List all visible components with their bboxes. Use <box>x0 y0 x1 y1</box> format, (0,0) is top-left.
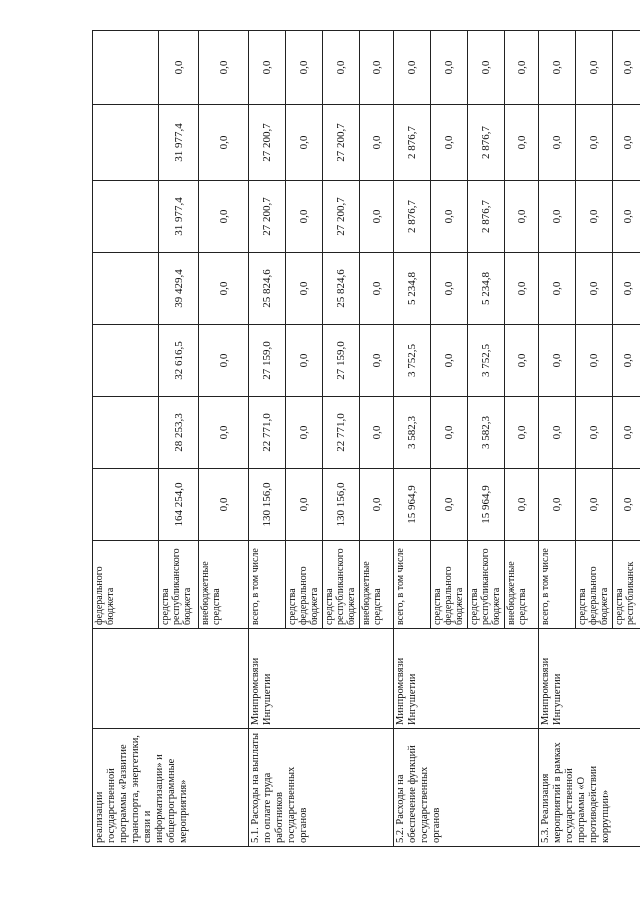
value-cell: 0,0 <box>360 469 394 541</box>
value-cell: 0,0 <box>323 31 360 105</box>
value-cell: 0,0 <box>505 31 539 105</box>
value-cell: 0,0 <box>613 253 640 325</box>
value-cell: 0,0 <box>286 253 323 325</box>
value-cell: 0,0 <box>199 469 249 541</box>
budget-table <box>92 30 640 847</box>
value-cell: 28 253,3 <box>159 397 199 469</box>
value-cell: 0,0 <box>539 253 576 325</box>
value-cell: 0,0 <box>431 397 468 469</box>
executor-cell: Минпромсвязи Ингушетии <box>249 629 394 729</box>
value-cell: 0,0 <box>576 325 613 397</box>
value-cell: 164 254,0 <box>159 469 199 541</box>
table-row <box>394 31 431 847</box>
value-cell: 0,0 <box>286 181 323 253</box>
value-cell: 0,0 <box>576 31 613 105</box>
value-cell: 25 824,6 <box>323 253 360 325</box>
funding-source-cell: средства республиканского бюджета <box>468 541 505 629</box>
value-cell: 0,0 <box>199 181 249 253</box>
funding-source-cell: внебюджетные средства <box>199 541 249 629</box>
value-cell: 130 156,0 <box>323 469 360 541</box>
funding-source-cell: средства республиканского бюджета <box>323 541 360 629</box>
value-cell: 0,0 <box>613 181 640 253</box>
value-cell: 27 200,7 <box>323 105 360 181</box>
executor-cell: Минпромсвязи Ингушетии <box>539 629 640 729</box>
funding-source-cell: средства федерального бюджета <box>431 541 468 629</box>
value-cell: 0,0 <box>539 325 576 397</box>
value-cell <box>93 325 159 397</box>
value-cell: 27 200,7 <box>249 105 286 181</box>
value-cell: 0,0 <box>360 325 394 397</box>
value-cell: 32 616,5 <box>159 325 199 397</box>
value-cell: 0,0 <box>199 31 249 105</box>
funding-source-cell: федерального бюджета <box>93 541 159 629</box>
value-cell <box>93 181 159 253</box>
value-cell: 0,0 <box>505 397 539 469</box>
value-cell: 0,0 <box>505 253 539 325</box>
value-cell: 0,0 <box>286 105 323 181</box>
executor-cell <box>93 629 249 729</box>
value-cell: 27 200,7 <box>249 181 286 253</box>
value-cell: 2 876,7 <box>394 105 431 181</box>
value-cell: 3 752,5 <box>394 325 431 397</box>
activity-name-cell: 5.3. Реализация мероприятий в рамках государственной программы «О противодействии коррупции» <box>539 729 640 847</box>
activity-name-cell: реализации государственной программы «Развитие транспорта, энергетики, связи и информатизации» и общепрограммные мероприятия» <box>93 729 249 847</box>
funding-source-cell: всего, в том числе <box>539 541 576 629</box>
value-cell: 3 752,5 <box>468 325 505 397</box>
value-cell: 5 234,8 <box>468 253 505 325</box>
funding-source-cell: всего, в том числе <box>249 541 286 629</box>
value-cell: 0,0 <box>431 253 468 325</box>
value-cell: 0,0 <box>505 469 539 541</box>
value-cell: 2 876,7 <box>468 105 505 181</box>
table-row <box>249 31 286 847</box>
value-cell: 0,0 <box>613 31 640 105</box>
value-cell: 0,0 <box>360 181 394 253</box>
funding-source-cell: средства республиканского бюджета <box>159 541 199 629</box>
funding-source-cell: средства федерального бюджета <box>286 541 323 629</box>
value-cell: 22 771,0 <box>249 397 286 469</box>
funding-source-cell: всего, в том числе <box>394 541 431 629</box>
value-cell: 0,0 <box>468 31 505 105</box>
value-cell: 0,0 <box>505 105 539 181</box>
value-cell: 0,0 <box>249 31 286 105</box>
value-cell: 0,0 <box>360 105 394 181</box>
value-cell: 0,0 <box>539 105 576 181</box>
value-cell: 25 824,6 <box>249 253 286 325</box>
value-cell: 0,0 <box>286 31 323 105</box>
value-cell: 0,0 <box>539 31 576 105</box>
value-cell: 0,0 <box>539 469 576 541</box>
value-cell: 0,0 <box>199 325 249 397</box>
value-cell: 0,0 <box>199 397 249 469</box>
activity-name-cell: 5.1. Расходы на выплаты по оплате труда работников государственных органов <box>249 729 394 847</box>
value-cell: 2 876,7 <box>468 181 505 253</box>
value-cell: 0,0 <box>394 31 431 105</box>
funding-source-cell: средства федерального бюджета <box>576 541 613 629</box>
value-cell: 0,0 <box>360 31 394 105</box>
value-cell: 0,0 <box>613 469 640 541</box>
value-cell <box>93 31 159 105</box>
value-cell: 0,0 <box>431 105 468 181</box>
value-cell: 0,0 <box>360 397 394 469</box>
value-cell: 0,0 <box>159 31 199 105</box>
value-cell: 0,0 <box>576 253 613 325</box>
funding-source-cell: внебюджетные средства <box>360 541 394 629</box>
value-cell: 22 771,0 <box>323 397 360 469</box>
value-cell: 0,0 <box>613 105 640 181</box>
value-cell: 0,0 <box>199 253 249 325</box>
funding-source-cell: средства республиканск <box>613 541 640 629</box>
value-cell: 15 964,9 <box>394 469 431 541</box>
table-row <box>539 31 576 847</box>
value-cell: 0,0 <box>505 181 539 253</box>
value-cell <box>93 397 159 469</box>
value-cell <box>93 253 159 325</box>
value-cell: 0,0 <box>613 325 640 397</box>
value-cell: 27 200,7 <box>323 181 360 253</box>
value-cell: 0,0 <box>505 325 539 397</box>
value-cell: 0,0 <box>431 325 468 397</box>
value-cell: 0,0 <box>576 397 613 469</box>
value-cell <box>93 469 159 541</box>
value-cell: 0,0 <box>431 469 468 541</box>
value-cell: 2 876,7 <box>394 181 431 253</box>
value-cell: 3 582,3 <box>394 397 431 469</box>
value-cell: 0,0 <box>199 105 249 181</box>
value-cell: 31 977,4 <box>159 181 199 253</box>
value-cell: 0,0 <box>539 181 576 253</box>
value-cell: 0,0 <box>286 325 323 397</box>
activity-name-cell: 5.2. Расходы на обеспечение функций государственных органов <box>394 729 539 847</box>
value-cell: 0,0 <box>286 469 323 541</box>
value-cell <box>93 105 159 181</box>
executor-cell: Минпромсвязи Ингушетии <box>394 629 539 729</box>
table-row <box>93 31 159 847</box>
value-cell: 0,0 <box>576 181 613 253</box>
value-cell: 0,0 <box>286 397 323 469</box>
value-cell: 0,0 <box>431 31 468 105</box>
value-cell: 39 429,4 <box>159 253 199 325</box>
value-cell: 27 159,0 <box>249 325 286 397</box>
value-cell: 0,0 <box>360 253 394 325</box>
value-cell: 130 156,0 <box>249 469 286 541</box>
value-cell: 0,0 <box>539 397 576 469</box>
funding-source-cell: внебюджетные средства <box>505 541 539 629</box>
value-cell: 5 234,8 <box>394 253 431 325</box>
value-cell: 0,0 <box>576 105 613 181</box>
value-cell: 31 977,4 <box>159 105 199 181</box>
value-cell: 0,0 <box>613 397 640 469</box>
value-cell: 15 964,9 <box>468 469 505 541</box>
value-cell: 3 582,3 <box>468 397 505 469</box>
value-cell: 0,0 <box>431 181 468 253</box>
value-cell: 27 159,0 <box>323 325 360 397</box>
value-cell: 0,0 <box>576 469 613 541</box>
